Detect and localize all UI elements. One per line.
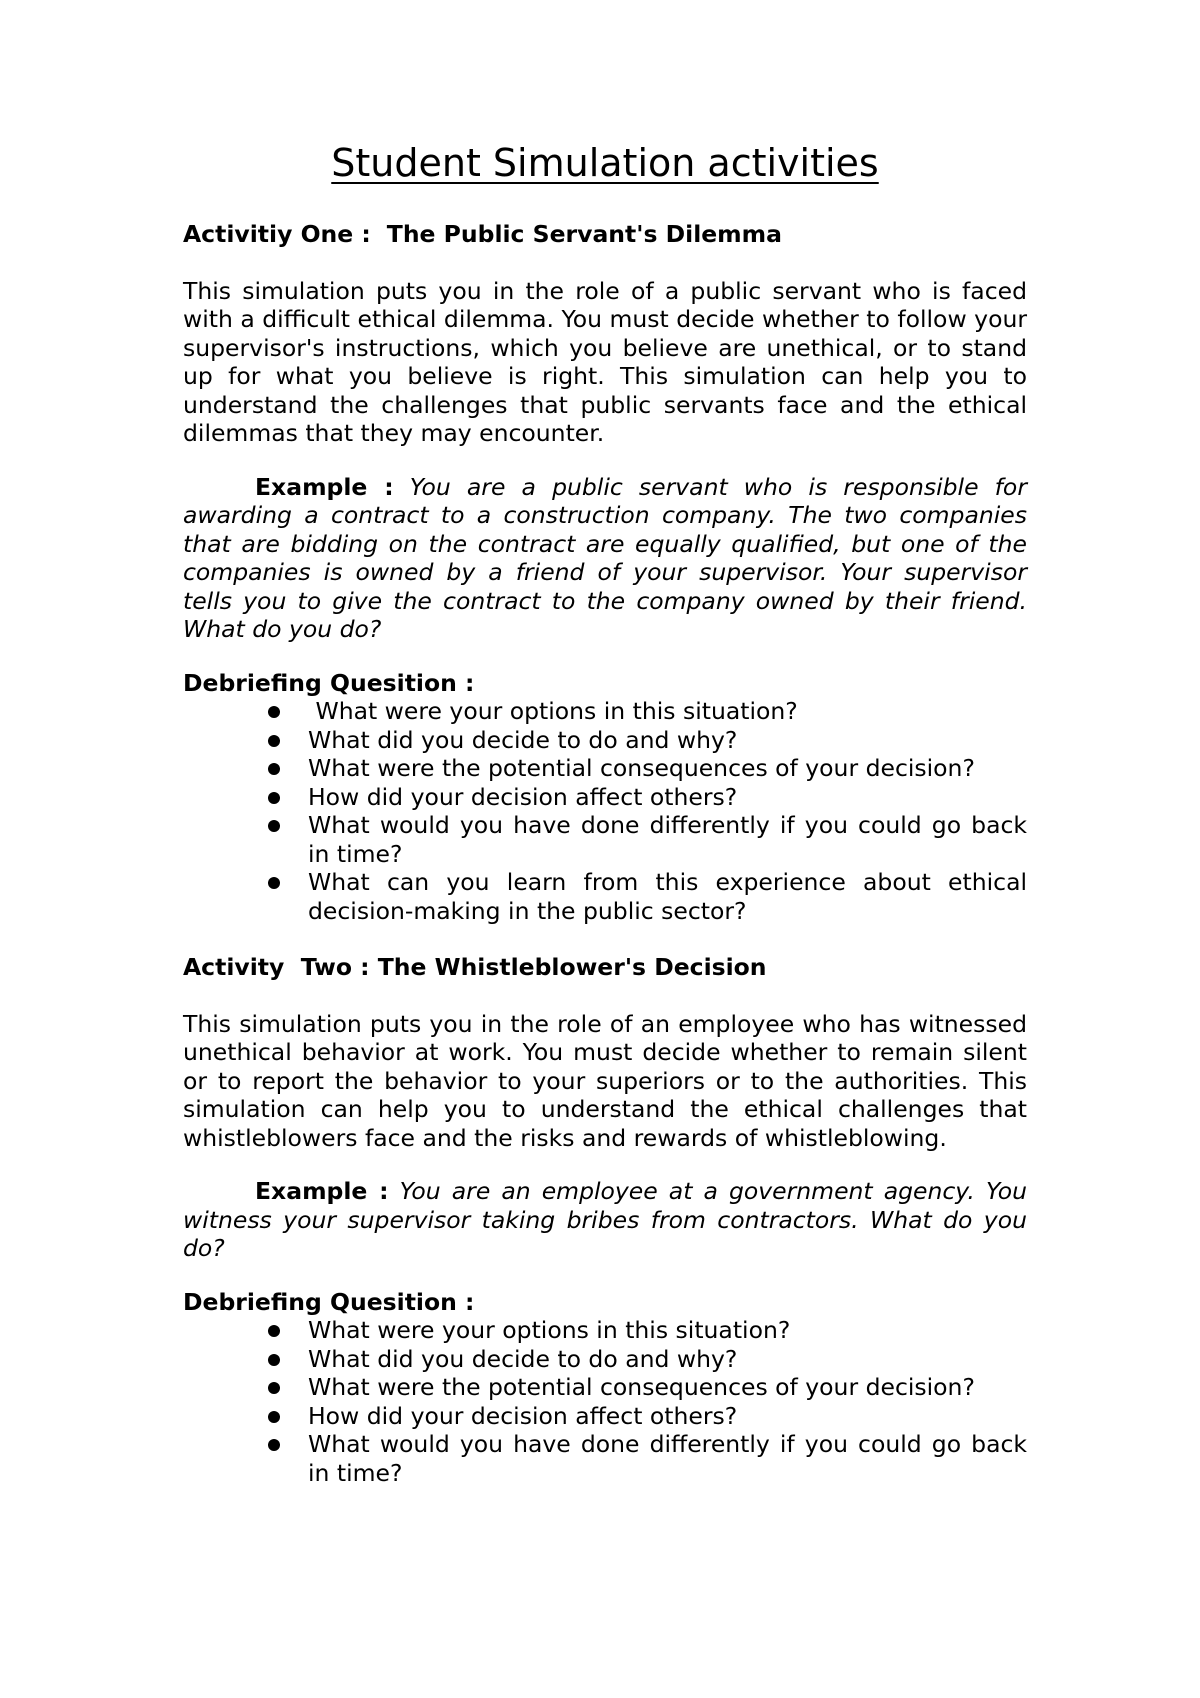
list-item [183, 1430, 1027, 1487]
question-text: What did you decide to do and why? [308, 1344, 738, 1373]
bullet-icon [268, 1325, 280, 1337]
activity-two-description: This simulation puts you in the role of an employee who has witnessed unethical behavior at work. You must decide whether to remain silent or to report the behavior to your superiors or to the authorities. This simulation can help you to understand the ethical challenges that whistleblowers face and the risks and rewards of whistleblowing. [183, 1009, 1027, 1152]
activity-two-example-text: You are an employee at a government agency. You witness your supervisor taking bribes from contractors. What do you do? [183, 1177, 1027, 1262]
bullet-icon [268, 820, 280, 832]
question-text: What would you have done differently if you could go back in time? [308, 1430, 1027, 1487]
list-item [183, 811, 1027, 868]
bullet-icon [268, 763, 280, 775]
question-text: What were the potential consequences of your decision? [308, 754, 975, 782]
bullet-icon [268, 1411, 280, 1423]
question-text: What would you have done differently if you could go back in time? [308, 811, 1027, 868]
activity-one-section [183, 220, 1027, 925]
activity-two-section [183, 953, 1027, 1487]
list-item [183, 1402, 1027, 1431]
activity-two-heading-title: The Whistleblower's Decision [377, 953, 767, 981]
activity-two-example-label: Example : [255, 1177, 389, 1205]
activity-one-example-text: You are a public servant who is responsible for awarding a contract to a construction company. The two companies that are bidding on the contract are equally qualified, but one of the companies is owned by a friend of your supervisor. Your supervisor tells you to give the contract to the company owned by their friend. What do you do? [183, 472, 1027, 643]
list-item [183, 868, 1027, 925]
activity-two-question-list [183, 1316, 1027, 1487]
question-text: What were your options in this situation? [308, 697, 798, 725]
list-item [183, 726, 1027, 755]
bullet-icon [268, 1382, 280, 1394]
question-text: What were the potential consequences of your decision? [308, 1373, 975, 1401]
list-item [183, 1373, 1027, 1402]
question-text: What can you learn from this experience about ethical decision-making in the public sector? [308, 868, 1027, 925]
bullet-icon [268, 1354, 280, 1366]
activity-one-heading [183, 220, 1027, 249]
activity-one-heading-prefix: Activitiy One : [183, 220, 371, 248]
activity-one-heading-title: The Public Servant's Dilemma [386, 220, 783, 248]
activity-two-debrief-label: Debriefing Quesition : [183, 1287, 475, 1316]
bullet-icon [268, 1439, 280, 1451]
bullet-icon [268, 877, 280, 889]
question-text: What did you decide to do and why? [308, 725, 738, 754]
question-text: How did your decision affect others? [308, 782, 738, 811]
activity-one-example [183, 473, 1027, 644]
activity-one-debrief-label: Debriefing Quesition : [183, 668, 475, 697]
activity-one-example-label: Example : [255, 472, 394, 501]
list-item [183, 697, 1027, 726]
question-text: What were your options in this situation? [308, 1316, 791, 1344]
bullet-icon [268, 792, 280, 804]
bullet-icon [268, 706, 280, 718]
activity-two-heading-prefix: Activity Two : [183, 953, 370, 981]
list-item [183, 783, 1027, 812]
list-item [183, 1316, 1027, 1345]
activity-two-example [183, 1177, 1027, 1263]
activity-one-description: This simulation puts you in the role of a public servant who is faced with a difficult ethical dilemma. You must decide whether to follow your supervisor's instructions, which you believe are unethical, or to stand up for what you believe is right. This simulation can help you to understand the challenges that public servants face and the ethical dilemmas that they may encounter. [183, 276, 1027, 447]
list-item [183, 1345, 1027, 1374]
activity-one-question-list [183, 697, 1027, 925]
list-item [183, 754, 1027, 783]
activity-two-heading [183, 953, 1027, 982]
document-title: Student Simulation activities [331, 141, 879, 185]
bullet-icon [268, 735, 280, 747]
document-page [183, 140, 1027, 1515]
question-text: How did your decision affect others? [308, 1401, 738, 1430]
